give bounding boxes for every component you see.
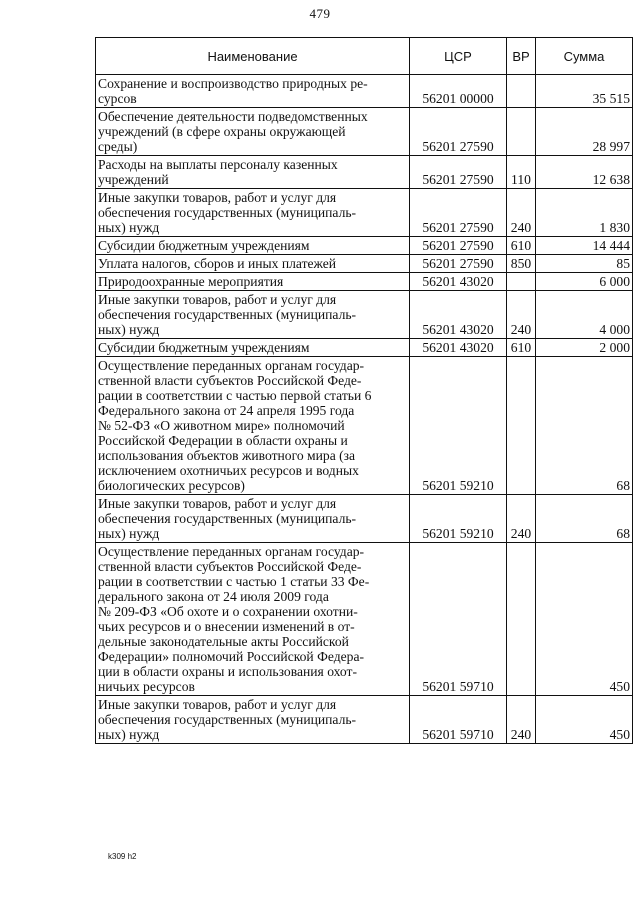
cell-csr: 56201 43020 bbox=[410, 273, 507, 291]
table-row bbox=[96, 696, 633, 744]
cell-csr: 56201 59210 bbox=[410, 357, 507, 495]
cell-sum: 450 bbox=[536, 696, 633, 744]
table-row bbox=[96, 495, 633, 543]
cell-name: Иные закупки товаров, работ и услуг для обеспечения государственных (муниципаль- ных) нужд bbox=[96, 291, 410, 339]
table-row bbox=[96, 291, 633, 339]
cell-name: Иные закупки товаров, работ и услуг для обеспечения государственных (муниципаль- ных) нужд bbox=[96, 189, 410, 237]
cell-csr: 56201 59210 bbox=[410, 495, 507, 543]
page-number: 479 bbox=[309, 6, 331, 21]
cell-csr: 56201 59710 bbox=[410, 543, 507, 696]
cell-vr: 240 bbox=[507, 696, 536, 744]
cell-name: Расходы на выплаты персоналу казенных учреждений bbox=[96, 156, 410, 189]
table-body bbox=[96, 75, 633, 744]
cell-sum: 450 bbox=[536, 543, 633, 696]
table-row bbox=[96, 273, 633, 291]
cell-csr: 56201 43020 bbox=[410, 339, 507, 357]
footer-code: k309 h2 bbox=[108, 852, 137, 861]
cell-sum: 68 bbox=[536, 357, 633, 495]
table-row bbox=[96, 189, 633, 237]
cell-csr: 56201 27590 bbox=[410, 189, 507, 237]
header-sum: Сумма bbox=[536, 38, 633, 75]
header-vr: ВР bbox=[507, 38, 536, 75]
cell-vr bbox=[507, 75, 536, 108]
cell-name: Сохранение и воспроизводство природных ре- сурсов bbox=[96, 75, 410, 108]
table-row bbox=[96, 108, 633, 156]
cell-csr: 56201 27590 bbox=[410, 255, 507, 273]
cell-sum: 14 444 bbox=[536, 237, 633, 255]
table-row bbox=[96, 237, 633, 255]
cell-csr: 56201 27590 bbox=[410, 108, 507, 156]
cell-vr: 240 bbox=[507, 291, 536, 339]
cell-sum: 35 515 bbox=[536, 75, 633, 108]
cell-csr: 56201 27590 bbox=[410, 237, 507, 255]
cell-name: Субсидии бюджетным учреждениям bbox=[96, 339, 410, 357]
header-name: Наименование bbox=[96, 38, 410, 75]
cell-sum: 1 830 bbox=[536, 189, 633, 237]
cell-name: Природоохранные мероприятия bbox=[96, 273, 410, 291]
cell-vr: 610 bbox=[507, 339, 536, 357]
cell-vr: 240 bbox=[507, 495, 536, 543]
cell-csr: 56201 27590 bbox=[410, 156, 507, 189]
cell-sum: 4 000 bbox=[536, 291, 633, 339]
cell-vr: 240 bbox=[507, 189, 536, 237]
cell-name: Иные закупки товаров, работ и услуг для обеспечения государственных (муниципаль- ных) нужд bbox=[96, 495, 410, 543]
cell-csr: 56201 59710 bbox=[410, 696, 507, 744]
cell-vr bbox=[507, 108, 536, 156]
table-row bbox=[96, 357, 633, 495]
cell-sum: 28 997 bbox=[536, 108, 633, 156]
cell-vr bbox=[507, 357, 536, 495]
cell-vr: 850 bbox=[507, 255, 536, 273]
cell-csr: 56201 00000 bbox=[410, 75, 507, 108]
cell-csr: 56201 43020 bbox=[410, 291, 507, 339]
table-header-row bbox=[96, 38, 633, 75]
cell-name: Субсидии бюджетным учреждениям bbox=[96, 237, 410, 255]
cell-sum: 2 000 bbox=[536, 339, 633, 357]
cell-name: Осуществление переданных органам государ- ственной власти субъектов Российской Феде- рации в соответствии с частью 1 статьи 33 Фе- дерального закона от 24 июля 2009 года № 209-ФЗ «Об охоте и о сохранении охотни- чьих ресурсов и о внесении изменений в от- дельные законодательные акты Российской Федерации» полномочий Российской Федера- ции в области охраны и использования охот- ничьих ресурсов bbox=[96, 543, 410, 696]
cell-vr: 610 bbox=[507, 237, 536, 255]
table-row bbox=[96, 339, 633, 357]
cell-vr: 110 bbox=[507, 156, 536, 189]
cell-sum: 6 000 bbox=[536, 273, 633, 291]
cell-sum: 12 638 bbox=[536, 156, 633, 189]
cell-vr bbox=[507, 543, 536, 696]
cell-name: Осуществление переданных органам государ- ственной власти субъектов Российской Феде- рации в соответствии с частью первой статьи 6 Федерального закона от 24 апреля 1995 года № 52-ФЗ «О животном мире» полномочий Российской Федерации в области охраны и использования объектов животного мира (за исключением охотничьих ресурсов и водных биологических ресурсов) bbox=[96, 357, 410, 495]
cell-name: Иные закупки товаров, работ и услуг для обеспечения государственных (муниципаль- ных) нужд bbox=[96, 696, 410, 744]
header-csr: ЦСР bbox=[410, 38, 507, 75]
cell-vr bbox=[507, 273, 536, 291]
table-row bbox=[96, 543, 633, 696]
cell-name: Уплата налогов, сборов и иных платежей bbox=[96, 255, 410, 273]
table-row bbox=[96, 75, 633, 108]
cell-name: Обеспечение деятельности подведомственных учреждений (в сфере охраны окружающей среды) bbox=[96, 108, 410, 156]
table-row bbox=[96, 255, 633, 273]
cell-sum: 68 bbox=[536, 495, 633, 543]
budget-table bbox=[95, 37, 633, 744]
table-row bbox=[96, 156, 633, 189]
cell-sum: 85 bbox=[536, 255, 633, 273]
